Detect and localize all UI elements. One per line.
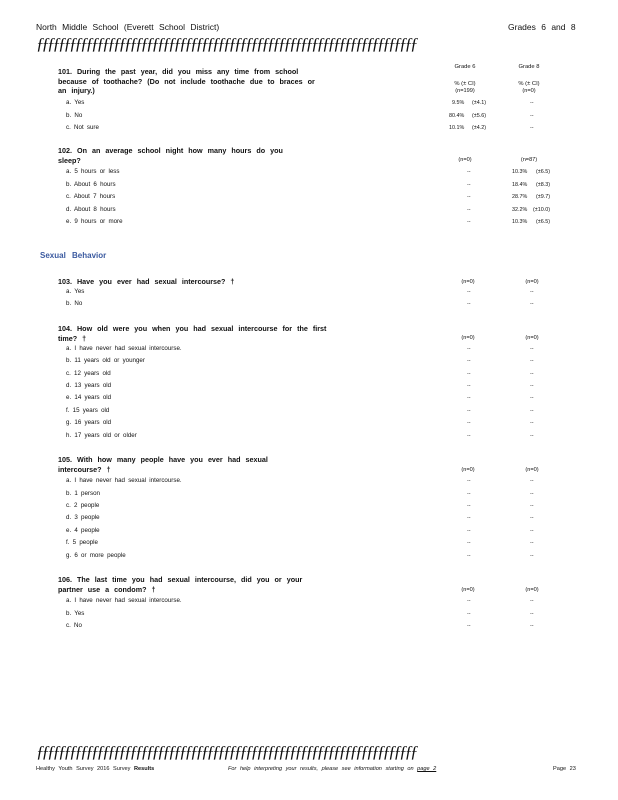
grade8-value: --	[530, 371, 534, 377]
q103-n6: (n=0)	[461, 279, 475, 285]
grade6-ci: (±4.1)	[472, 100, 487, 106]
grade8-pct-header: % (± CI)	[518, 81, 540, 87]
footer-help	[228, 766, 436, 772]
grade6-value: --	[467, 395, 471, 401]
q105-n6: (n=0)	[461, 467, 475, 473]
grade6-value: --	[467, 408, 471, 414]
grade6-value: --	[467, 219, 471, 225]
footer-rule: ƒƒƒƒƒƒƒƒƒƒƒƒƒƒƒƒƒƒƒƒƒƒƒƒƒƒƒƒƒƒƒƒƒƒƒƒƒƒƒƒƒƒƒƒƒƒƒƒƒƒƒƒƒƒƒƒƒƒƒƒƒƒƒƒƒƒƒƒƒ	[36, 742, 416, 761]
option-label: c. Not sure	[66, 124, 99, 131]
option-label: d. About 8 hours	[66, 206, 116, 213]
option-label: c. About 7 hours	[66, 193, 116, 200]
option-label: a. Yes	[66, 288, 85, 295]
grades-label: Grades 6 and 8	[508, 22, 576, 32]
option-label: g. 6 or more people	[66, 552, 126, 559]
grade8-value: --	[530, 383, 534, 389]
question-101: 101. During the past year, did you miss any time from school because of toothache? (Do not include toothache due to braces or an injury.)	[58, 67, 315, 96]
header-rule: ƒƒƒƒƒƒƒƒƒƒƒƒƒƒƒƒƒƒƒƒƒƒƒƒƒƒƒƒƒƒƒƒƒƒƒƒƒƒƒƒƒƒƒƒƒƒƒƒƒƒƒƒƒƒƒƒƒƒƒƒƒƒƒƒƒƒƒƒƒ	[36, 34, 416, 53]
grade8-value: --	[530, 553, 534, 559]
grade6-value: --	[467, 611, 471, 617]
option-label: a. I have never had sexual intercourse.	[66, 597, 182, 604]
grade6-header: Grade 6	[454, 64, 476, 70]
grade6-value: --	[467, 207, 471, 213]
grade6-value: --	[467, 420, 471, 426]
grade6-value: --	[467, 433, 471, 439]
option-label: h. 17 years old or older	[66, 432, 137, 439]
option-label: c. 12 years old	[66, 370, 111, 377]
option-label: d. 3 people	[66, 514, 100, 521]
option-label: e. 14 years old	[66, 394, 112, 401]
grade6-value: --	[467, 383, 471, 389]
grade8-value: --	[530, 289, 534, 295]
question-103: 103. Have you ever had sexual intercourse? †	[58, 277, 235, 286]
grade6-value: 10.1%	[449, 125, 465, 131]
grade6-value: --	[467, 346, 471, 352]
grade6-value: --	[467, 289, 471, 295]
option-label: g. 16 years old	[66, 419, 112, 426]
grade6-value: 9.5%	[452, 100, 465, 106]
grade6-value: 80.4%	[449, 113, 465, 119]
option-label: f. 5 people	[66, 539, 98, 546]
grade6-value: --	[467, 503, 471, 509]
grade8-value: --	[530, 503, 534, 509]
section-heading-sexual-behavior: Sexual Behavior	[40, 251, 107, 260]
grade8-value: 10.3%	[512, 169, 528, 175]
option-label: b. About 6 hours	[66, 181, 116, 188]
grade6-ci: (±4.2)	[472, 125, 487, 131]
option-label: f. 15 years old	[66, 407, 110, 414]
grade8-value: --	[530, 611, 534, 617]
grade6-value: --	[467, 478, 471, 484]
grade6-value: --	[467, 491, 471, 497]
grade6-value: --	[467, 194, 471, 200]
grade8-value: --	[530, 491, 534, 497]
footer-help-link[interactable]: page 2	[417, 766, 437, 772]
option-label: a. I have never had sexual intercourse.	[66, 477, 182, 484]
q105-n8: (n=0)	[525, 467, 539, 473]
grade8-value: --	[530, 420, 534, 426]
grade6-value: --	[467, 371, 471, 377]
grade6-value: --	[467, 528, 471, 534]
q106-n8: (n=0)	[525, 587, 539, 593]
grade6-value: --	[467, 515, 471, 521]
q101-n8: (n=0)	[522, 88, 536, 94]
option-label: b. No	[66, 300, 83, 307]
grade8-value: 18.4%	[512, 182, 528, 188]
question-102: 102. On an average school night how many hours do you sleep?	[58, 146, 283, 165]
option-label: b. No	[66, 112, 83, 119]
option-label: a. I have never had sexual intercourse.	[66, 345, 182, 352]
footer-survey: Healthy Youth Survey 2016 Survey	[36, 766, 131, 772]
grade6-ci: (±5.6)	[472, 113, 487, 119]
grade6-value: --	[467, 301, 471, 307]
option-label: a. 5 hours or less	[66, 168, 120, 175]
school-title: North Middle School (Everett School District)	[36, 22, 220, 32]
option-label: e. 4 people	[66, 527, 100, 534]
grade8-value: --	[530, 623, 534, 629]
grade6-value: --	[467, 623, 471, 629]
option-label: b. 1 person	[66, 490, 100, 497]
grade6-value: --	[467, 540, 471, 546]
q104-n8: (n=0)	[525, 335, 539, 341]
grade6-value: --	[467, 182, 471, 188]
grade8-ci: (±9.7)	[536, 194, 551, 200]
grade8-value: --	[530, 515, 534, 521]
grade8-value: --	[530, 478, 534, 484]
question-105: 105. With how many people have you ever had sexual intercourse? †	[58, 455, 268, 474]
footer-survey-name	[36, 766, 154, 772]
grade8-value: --	[530, 433, 534, 439]
option-label: c. No	[66, 622, 82, 629]
option-label: b. Yes	[66, 610, 85, 617]
grade8-value: --	[530, 346, 534, 352]
grade6-value: --	[467, 553, 471, 559]
option-label: b. 11 years old or younger	[66, 357, 145, 364]
grade8-value: --	[530, 408, 534, 414]
grade8-ci: (±6.5)	[536, 219, 551, 225]
q102-n8: (n=87)	[520, 157, 538, 163]
grade6-value: --	[467, 598, 471, 604]
grade8-value: 28.7%	[512, 194, 528, 200]
q104-n6: (n=0)	[461, 335, 475, 341]
option-label: a. Yes	[66, 99, 85, 106]
grade8-ci: (±6.5)	[536, 169, 551, 175]
grade8-value: --	[530, 100, 534, 106]
q106-n6: (n=0)	[461, 587, 475, 593]
grade6-value: --	[467, 169, 471, 175]
q102-n6: (n=0)	[458, 157, 472, 163]
option-label: e. 9 hours or more	[66, 218, 123, 225]
option-label: d. 13 years old	[66, 382, 112, 389]
grade6-pct-header: % (± CI)	[454, 81, 476, 87]
footer-results: Results	[134, 766, 155, 772]
grade8-value: --	[530, 358, 534, 364]
grade8-value: --	[530, 125, 534, 131]
grade6-value: --	[467, 358, 471, 364]
question-106: 106. The last time you had sexual intercourse, did you or your partner use a condom? †	[58, 575, 303, 594]
grade8-value: 10.3%	[512, 219, 528, 225]
q101-n6: (n=199)	[455, 88, 475, 94]
grade8-value: --	[530, 528, 534, 534]
grade8-value: --	[530, 540, 534, 546]
q103-n8: (n=0)	[525, 279, 539, 285]
footer-page-number: Page 23	[553, 766, 576, 772]
grade8-value: --	[530, 395, 534, 401]
question-104: 104. How old were you when you had sexual intercourse for the first time? †	[58, 324, 327, 343]
footer-help-text: For help interpreting your results, please see information starting on	[228, 766, 414, 772]
grade8-header: Grade 8	[518, 64, 540, 70]
grade8-ci: (±8.3)	[536, 182, 551, 188]
grade8-value: --	[530, 598, 534, 604]
grade8-value: 32.2%	[512, 207, 528, 213]
option-label: c. 2 people	[66, 502, 100, 509]
grade8-ci: (±10.0)	[533, 207, 551, 213]
grade8-value: --	[530, 113, 534, 119]
grade8-value: --	[530, 301, 534, 307]
